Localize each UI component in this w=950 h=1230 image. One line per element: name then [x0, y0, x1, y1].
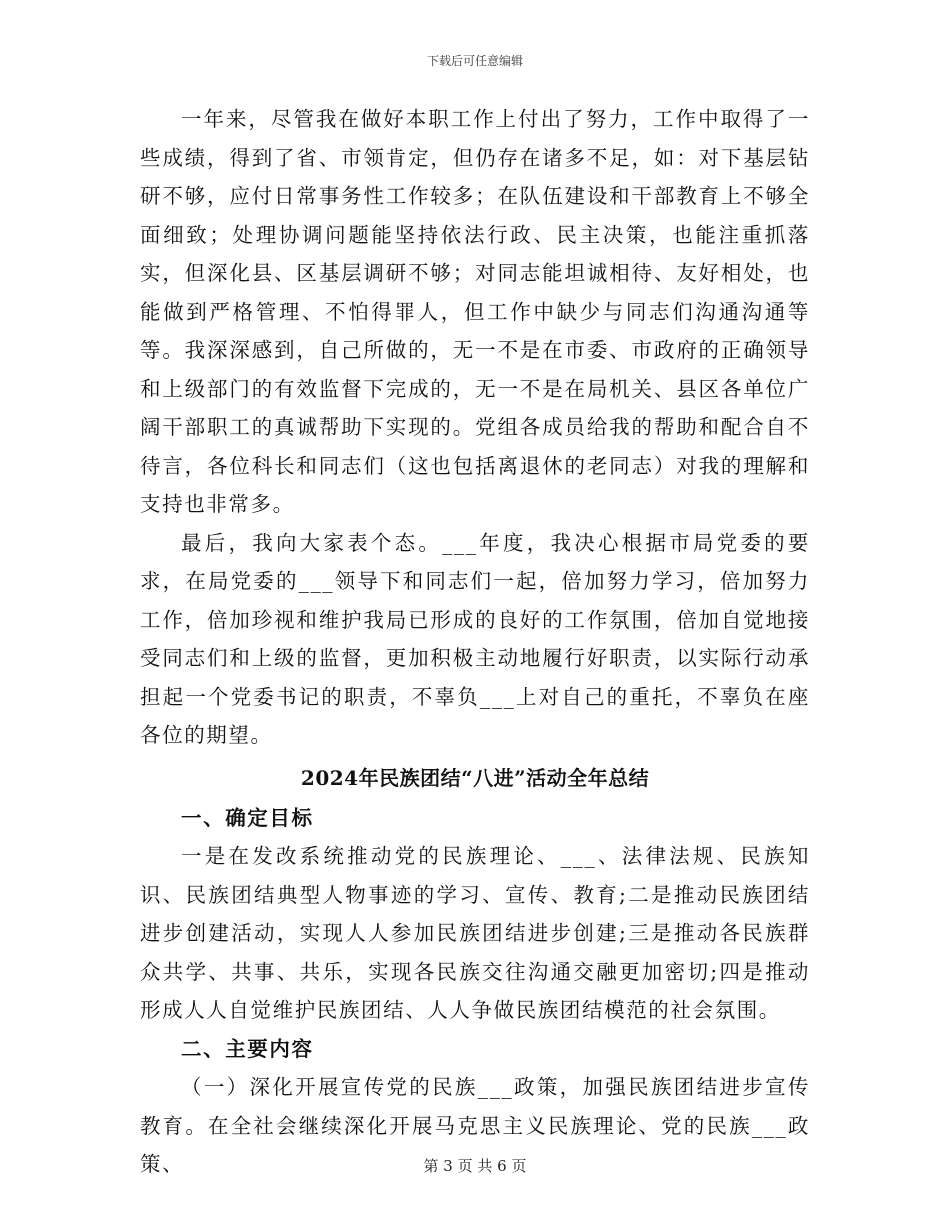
- section-heading-goals: 一、确定目标: [181, 805, 314, 830]
- page-header-note: 下载后可任意编辑: [426, 54, 523, 68]
- paragraph-self-review: 一年来，尽管我在做好本职工作上付出了努力，工作中取得了一些成绩，得到了省、市领肯定，但仍存在诸多不足，如：对下基层钻研不够，应付日常事务性工作较多；在队伍建设和干部教育上不够全面细致；处理协调问题能坚持依法行政、民主决策，也能注重抓落实，但深化县、区基层调研不够；对同志能坦诚相待、友好相处，也能做到严格管理、不怕得罪人，但工作中缺少与同志们沟通沟通等等。我深深感到，自己所做的，无一不是在市委、市政府的正确领导和上级部门的有效监督下完成的，无一不是在局机关、县区各单位广阔干部职工的真诚帮助下实现的。党组各成员给我的帮助和配合自不待言，各位科长和同志们（这也包括离退休的老同志）对我的理解和支持也非常多。: [140, 107, 810, 516]
- section-heading-main-content: 二、主要内容: [181, 1036, 314, 1061]
- document-body: [140, 100, 810, 1184]
- paragraph-pledge: 最后，我向大家表个态。___年度，我决心根据市局党委的要求，在局党委的___领导下和同志们一起，倍加努力学习，倍加努力工作，倍加珍视和维护我局已形成的良好的工作氛围，倍加自觉地接受同志们和上级的监督，更加积极主动地履行好职责，以实际行动承担起一个党委书记的职责，不辜负___上对自己的重托，不辜负在座各位的期望。: [140, 530, 810, 747]
- page-number: 第 3 页 共 6 页: [423, 1157, 527, 1175]
- paragraph-main-content: （一）深化开展宣传党的民族___政策，加强民族团结进步宣传教育。在全社会继续深化开展马克思主义民族理论、党的民族___政策、: [140, 1075, 810, 1176]
- document-title: 2024年民族团结“八进”活动全年总结: [300, 765, 650, 790]
- paragraph-goals: 一是在发改系统推动党的民族理论、___、法律法规、民族知识、民族团结典型人物事迹的学习、宣传、教育;二是推动民族团结进步创建活动，实现人人参加民族团结进步创建;三是推动各民族群众共学、共事、共乐，实现各民族交往沟通交融更加密切;四是推动形成人人自觉维护民族团结、人人争做民族团结模范的社会氛围。: [140, 844, 810, 1022]
